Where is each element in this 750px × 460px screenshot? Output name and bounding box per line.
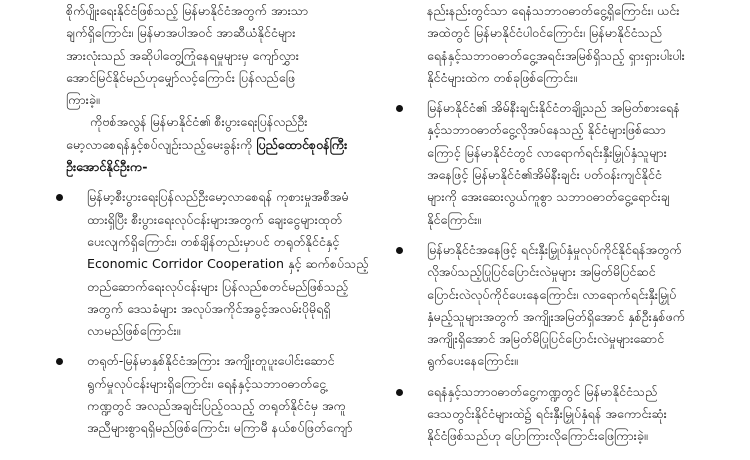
- body-line: အကျိုးရှိအောင် အမြတ်မိပြုပြင်ပြောင်းလဲမှုများဆောင်: [427, 331, 665, 347]
- body-line: ရွက်မှုလုပ်ငန်းများရှိကြောင်း၊ ရေနံနှင့်သဘာဝဓာတ်ငွေ့: [87, 375, 327, 391]
- body-line: တည်ဆောက်ရေးလုပ်ငန်းများ ပြန်လည်စတင်မည်ဖြစ်သည့်: [87, 278, 349, 294]
- left-column: [52, 0, 370, 440]
- bullet-dot: [396, 105, 403, 112]
- body-line: ရေနံနှင့်သဘာဝဓာတ်ငွေ့အရင်းအမြစ်ရှိသည့် ရှားရှားပါးပါး: [427, 47, 685, 63]
- body-line: လာမည်ဖြစ်ကြောင်း။: [87, 323, 181, 339]
- body-line: အညီများစွာရရှိမည်ဖြစ်ကြောင်း၊ မကြာမီ နယ်စပ်ဖြတ်ကျော်: [87, 420, 353, 436]
- body-line: အောင်မြင်နိုင်မည်ဟုမျှော်လင့်ကြောင်း ပြန်လည်ဖြေ: [66, 69, 296, 85]
- bullet-dot: [56, 358, 63, 365]
- body-line: အတွက် ဒေသခံများ အလုပ်အကိုင်အခွင့်အလမ်းပိုမိုရရှိ: [87, 300, 331, 316]
- body-line: နိုင်ငံများထဲက တစ်ခုဖြစ်ကြောင်း။: [427, 69, 578, 85]
- bullet-text: မြန်မာ့စီးပွားရေးပြန်လည်ဦးမော့လာစေရန် ကုစားမှုအစီအမံ: [87, 189, 349, 205]
- body-line: နှံမည့်သူများအတွက် အကျိုးအမြတ်ရှိအောင် နှစ်ဦးနှစ်ဖက်: [427, 308, 685, 324]
- body-line: အနေဖြင့် မြန်မာနိုင်ငံ၏အိမ်နီးချင်း ပတ်ဝန်းကျင်နိုင်ငံ: [427, 167, 662, 183]
- bullet-item: [52, 350, 370, 372]
- body-line: အထဲတွင် မြန်မာနိုင်ငံပါဝင်ကြောင်း၊ မြန်မာနိုင်ငံသည်: [427, 25, 662, 41]
- body-line: နိုင်ကြောင်း။: [427, 211, 482, 227]
- body-line: ဒေသတွင်းနိုင်ငံများထဲ၌ ရင်းနှီးမြှုပ်နှံရန် အကောင်းဆုံး: [427, 406, 667, 422]
- intro-text: မော့လာစေရန်နှင့်စပ်လျဉ်းသည့်မေးခွန်းကို: [66, 136, 253, 152]
- body-line: ချက်ရှိကြောင်း၊ မြန်မာအပါအဝင် အာဆီယံနိုင်ငံများ: [66, 25, 296, 41]
- bullet-dot: [396, 247, 403, 254]
- bullet-dot: [56, 194, 63, 201]
- body-line: များကို အေးဆေးလွယ်ကူစွာ သဘာဝဓာတ်ငွေ့ရောင်းချ: [427, 189, 670, 205]
- body-line: ကြောင့် မြန်မာနိုင်ငံတွင် လာရောက်ရင်းနှီးမြှုပ်နှံသူများ: [427, 144, 667, 160]
- intro-line: [52, 134, 370, 156]
- body-line: နှင့်သဘာဝဓာတ်ငွေ့လိုအပ်နေသည့် နိုင်ငံများဖြစ်သော: [427, 122, 666, 138]
- body-line: နိုင်ငံဖြစ်သည်ဟု ပြောကြားလိုကြောင်းဖြေကြားခဲ့။: [427, 428, 648, 444]
- bullet-item: [392, 381, 710, 403]
- right-column: [392, 0, 710, 448]
- body-line: ထားရှိပြီး စီးပွားရေးလုပ်ငန်းများအတွက် ချေးငွေများထုတ်: [87, 211, 343, 227]
- bullet-item: [52, 186, 370, 208]
- bullet-text: ရေနံနှင့်သဘာဝဓာတ်ငွေ့ကဏ္ဍတွင် မြန်မာနိုင်ငံသည်: [427, 383, 658, 399]
- bullet-text: တရုတ်-မြန်မာနှစ်နိုင်ငံအကြား အကျိုးတူပူးပေါင်းဆောင်: [87, 353, 335, 369]
- bullet-text: မြန်မာနိုင်ငံအနေဖြင့် ရင်းနှီးမြှုပ်နှံမှုလုပ်ကိုင်နိုင်ရန်အတွက်: [427, 241, 682, 257]
- minister-title: ပြည်ထောင်စုဝန်ကြီး: [256, 136, 348, 152]
- minister-name: ဦးအောင်နိုင်ဦးက-: [66, 159, 148, 175]
- body-line: ပေးလျက်ရှိကြောင်း၊ တစ်ချိန်တည်းမှာပင် တရုတ်နိုင်ငံနှင့်: [87, 233, 340, 249]
- body-line: နည်းနည်းတွင်သာ ရေနံသဘာဝဓာတ်ငွေ့ရှိကြောင်း၊ ယင်း: [427, 3, 680, 18]
- bullet-text: မြန်မာနိုင်ငံ၏ အိမ်နီးချင်းနိုင်ငံတချို့သည် အမြတ်စားရေနံ: [427, 100, 680, 116]
- body-line: ရွက်ပေးနေကြောင်း။: [427, 353, 518, 369]
- bullet-dot: [396, 389, 403, 396]
- body-line: ကဏ္ဍတွင် အလည်အချင်းပြည့်ဝသည့် တရုတ်နိုင်ငံမှ အကူ: [87, 398, 346, 414]
- intro-line: ကိုဗစ်အလွန် မြန်မာနိုင်ငံ၏ စီးပွားရေးပြန်လည်ဦး: [90, 114, 308, 130]
- body-line: ကြားခဲ့။: [66, 92, 100, 108]
- body-line: လိုအပ်သည့်ပြုပြင်ပြောင်းလဲမှုများ အမြတ်မိပြင်ဆင်: [427, 264, 656, 280]
- body-line: စိုက်ပျိုးရေးနိုင်ငံဖြစ်သည့် မြန်မာနိုင်ငံအတွက် အားသာ: [66, 3, 309, 18]
- bullet-item: [392, 239, 710, 261]
- body-line: ပြောင်းလဲလုပ်ကိုင်ပေးနေကြောင်း၊ လာရောက်ရင်းနှီးမြှုပ်: [427, 286, 677, 302]
- body-line: အားလုံးသည် အဆိုပါတွေ့ကြုံနေရမှုများမှ ကျော်လွှား: [66, 47, 299, 63]
- bullet-item: [392, 97, 710, 119]
- body-line: Economic Corridor Cooperation နှင့် ဆက်စပ်သည့်: [87, 256, 369, 272]
